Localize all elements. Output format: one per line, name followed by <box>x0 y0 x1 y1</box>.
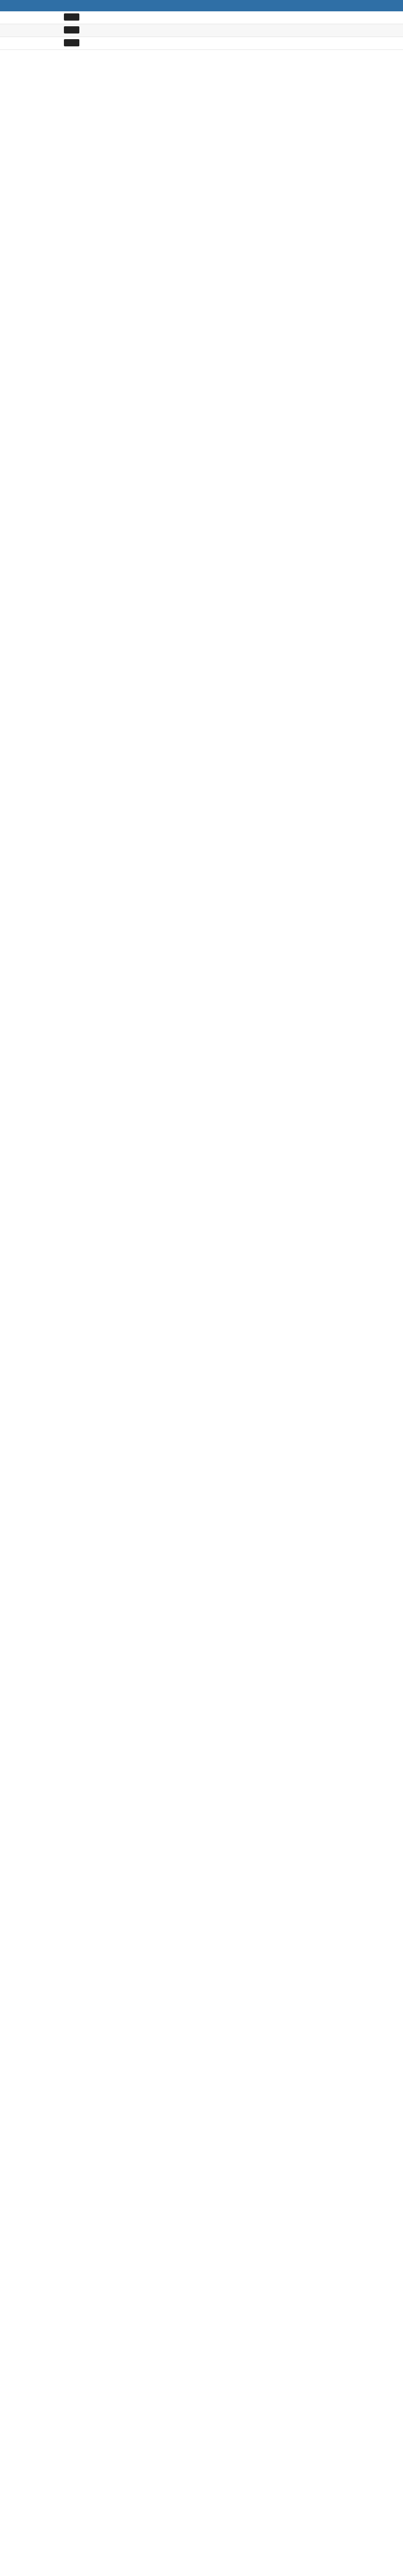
product-thumbnail-icon <box>62 26 98 35</box>
table-header <box>0 0 403 11</box>
table-body <box>0 11 403 50</box>
table-row <box>0 37 403 50</box>
product-thumbnail-icon <box>62 13 98 22</box>
product-thumbnail-icon <box>62 39 98 48</box>
table-row <box>0 11 403 24</box>
table-row <box>0 24 403 37</box>
